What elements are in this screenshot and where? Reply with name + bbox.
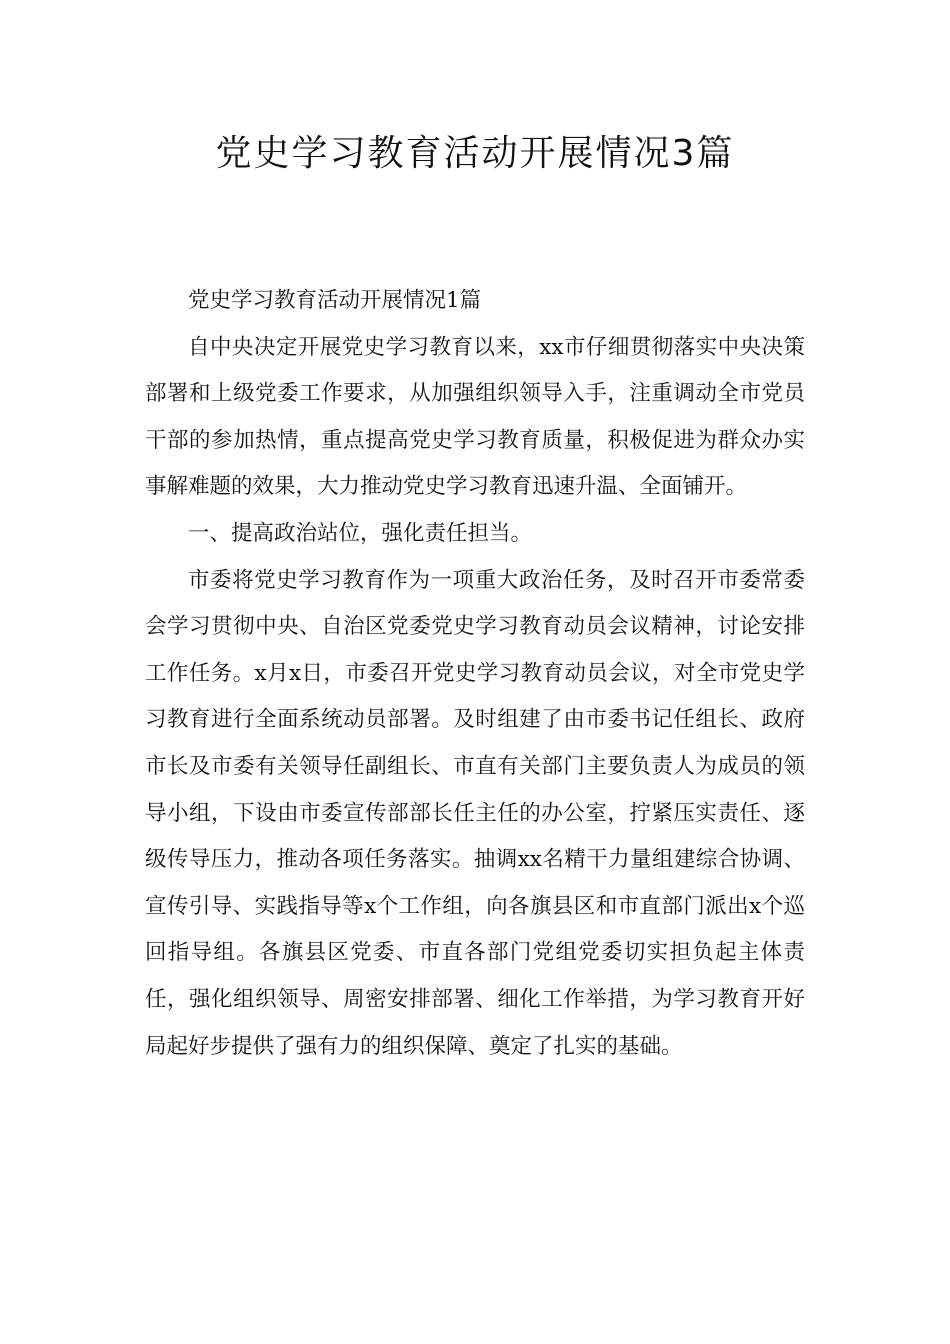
document-body — [145, 278, 805, 1070]
paragraph-section-1: 市委将党史学习教育作为一项重大政治任务，及时召开市委常委会学习贯彻中央、自治区党委党史学习教育动员会议精神，讨论安排工作任务。x月x日，市委召开党史学习教育动员会议，对全市党史学习教育进行全面系统动员部署。及时组建了由市委书记任组长、政府市长及市委有关领导任副组长、市直有关部门主要负责人为成员的领导小组，下设由市委宣传部部长任主任的办公室，拧紧压实责任、逐级传导压力，推动各项任务落实。抽调xx名精干力量组建综合协调、宣传引导、实践指导等x个工作组，向各旗县区和市直部门派出x个巡回指导组。各旗县区党委、市直各部门党组党委切实担负起主体责任，强化组织领导、周密安排部署、细化工作举措，为学习教育开好局起好步提供了强有力的组织保障、奠定了扎实的基础。 — [145, 567, 805, 1059]
section-heading-1: 一、提高政治站位，强化责任担当。 — [188, 520, 533, 546]
section-heading-article-1: 党史学习教育活动开展情况1篇 — [188, 288, 482, 313]
document-title: 党史学习教育活动开展情况3篇 — [215, 133, 735, 174]
paragraph-intro: 自中央决定开展党史学习教育以来，xx市仔细贯彻落实中央决策部署和上级党委工作要求，从加强组织领导入手，注重调动全市党员干部的参加热情，重点提高党史学习教育质量，积极促进为群众办实事解难题的效果，大力推动党史学习教育迅速升温、全面铺开。 — [145, 334, 805, 500]
